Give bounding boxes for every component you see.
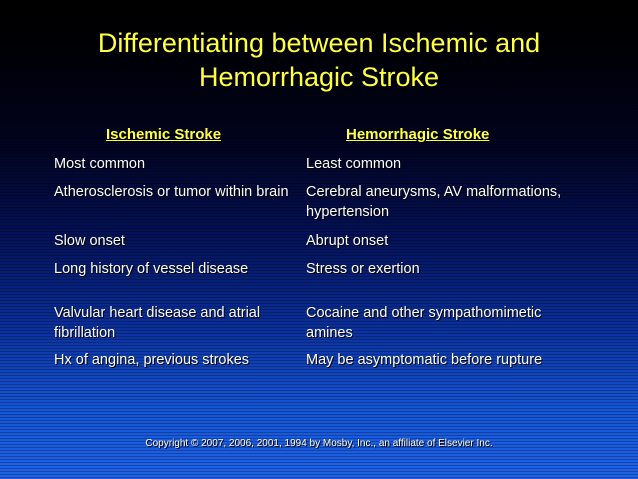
row-5-ischemic: Valvular heart disease and atrial fibrillation [54,305,261,341]
row-3-ischemic: Slow onset [54,233,125,249]
row-4-ischemic: Long history of vessel disease [54,261,249,277]
row-1-ischemic: Most common [54,156,146,172]
slide-title [0,26,638,94]
row-6-hemorrhagic: May be asymptomatic before rupture [306,352,543,368]
row-6-ischemic: Hx of angina, previous strokes [54,352,250,368]
column-header-hemorrhagic: Hemorrhagic Stroke [346,126,490,143]
row-3-hemorrhagic: Abrupt onset [306,233,389,249]
slide-title-line-2: Hemorrhagic Stroke [198,62,440,92]
row-2-ischemic: Atherosclerosis or tumor within brain [54,184,289,200]
column-header-ischemic: Ischemic Stroke [106,126,222,143]
row-1-hemorrhagic: Least common [306,156,402,172]
row-2-hemorrhagic: Cerebral aneurysms, AV malformations, hypertension [306,184,562,220]
row-4-hemorrhagic: Stress or exertion [306,261,420,277]
copyright-notice: Copyright © 2007, 2006, 2001, 1994 by Mosby, Inc., an affiliate of Elsevier Inc. [145,438,493,449]
slide-title-line-1: Differentiating between Ischemic and [97,28,541,58]
row-5-hemorrhagic: Cocaine and other sympathomimetic amines [306,305,542,341]
